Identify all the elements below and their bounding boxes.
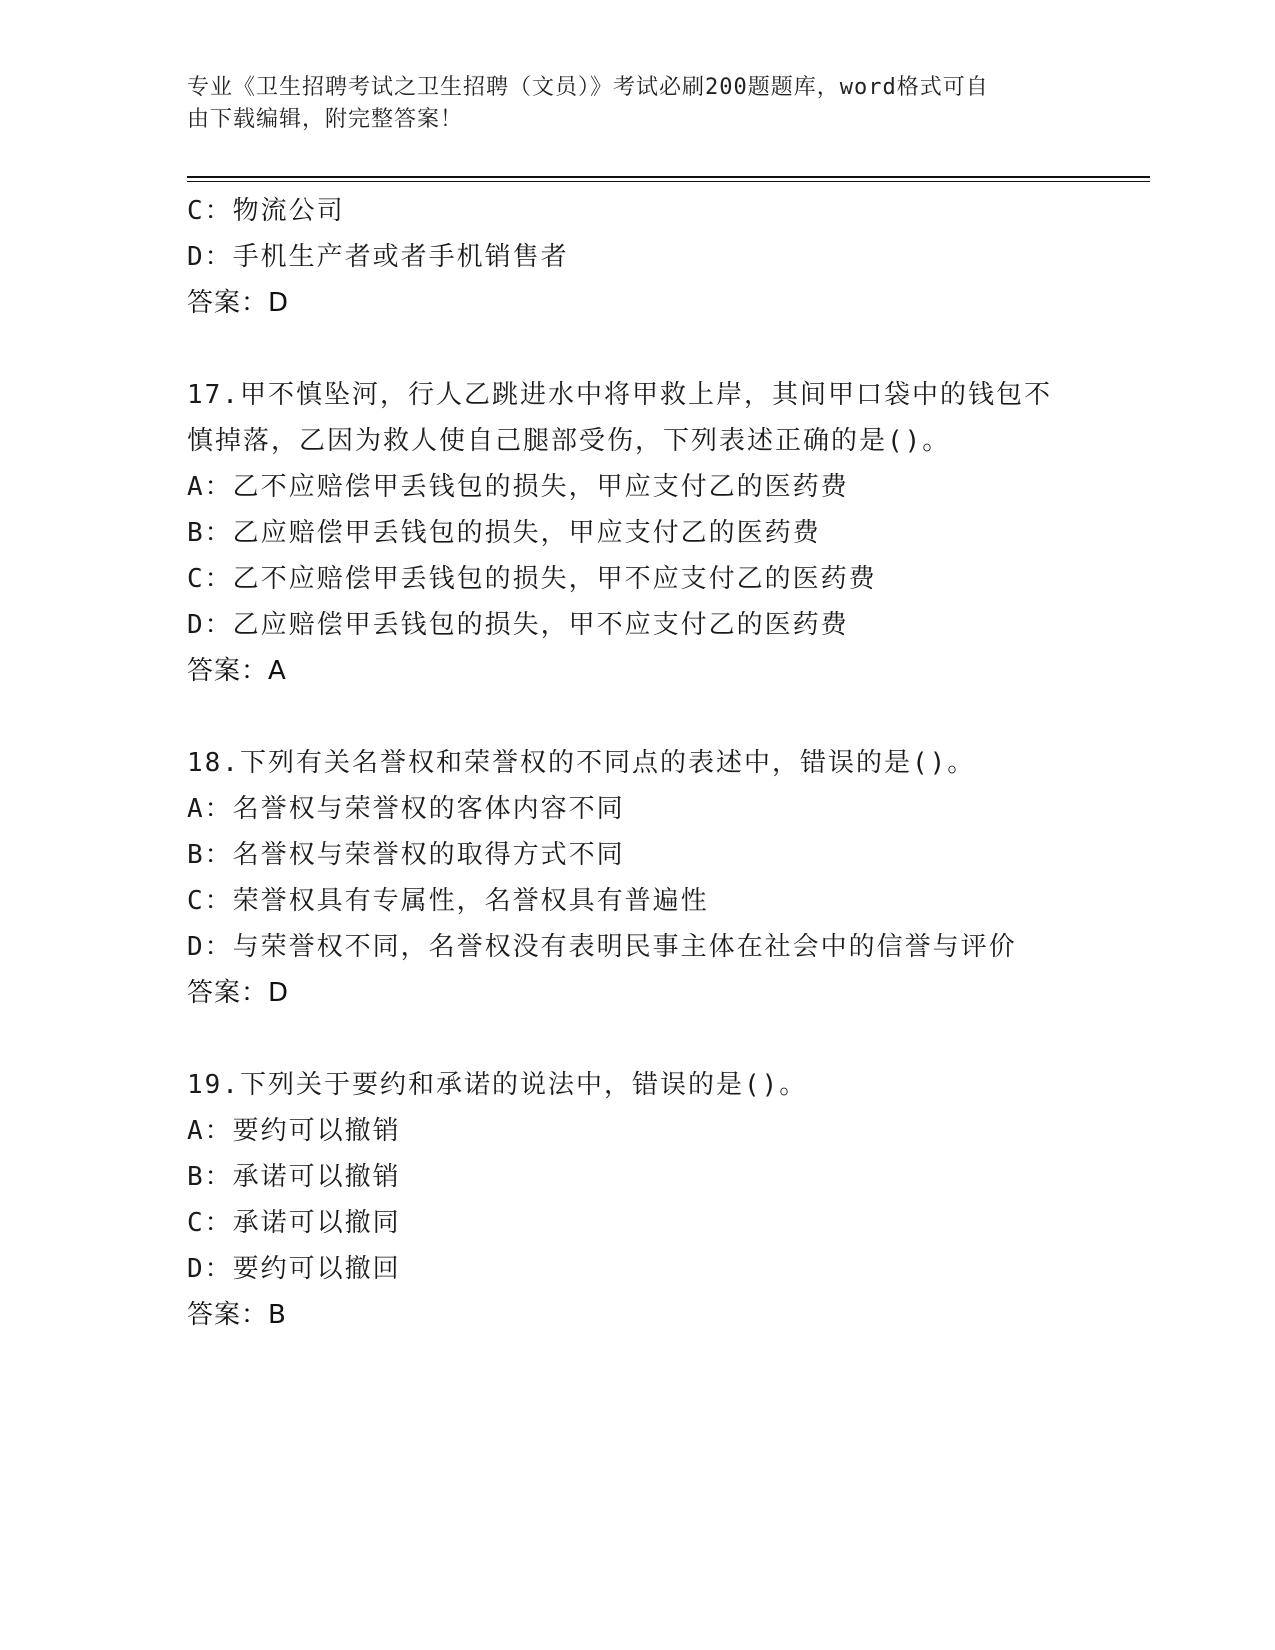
option-line: B：乙应赔偿甲丢钱包的损失，甲应支付乙的医药费 bbox=[187, 518, 821, 548]
option-line: D：要约可以撤回 bbox=[187, 1254, 401, 1284]
option-line: A：名誉权与荣誉权的客体内容不同 bbox=[187, 794, 625, 824]
header-divider-thick bbox=[187, 176, 1150, 178]
carryover-block bbox=[187, 188, 1147, 326]
question-stem: 慎掉落，乙因为救人使自己腿部受伤，下列表述正确的是()。 bbox=[187, 426, 951, 456]
option-line: C：乙不应赔偿甲丢钱包的损失，甲不应支付乙的医药费 bbox=[187, 564, 877, 594]
question-19 bbox=[187, 1062, 1147, 1338]
answer-line: 答案：D bbox=[187, 978, 290, 1008]
question-17 bbox=[187, 372, 1147, 694]
question-stem: 19.下列关于要约和承诺的说法中，错误的是()。 bbox=[187, 1070, 808, 1100]
option-line: A：要约可以撤销 bbox=[187, 1116, 401, 1146]
answer-line: 答案：D bbox=[187, 288, 290, 318]
option-line: C：荣誉权具有专属性，名誉权具有普遍性 bbox=[187, 886, 709, 916]
option-line: A：乙不应赔偿甲丢钱包的损失，甲应支付乙的医药费 bbox=[187, 472, 849, 502]
question-stem: 18.下列有关名誉权和荣誉权的不同点的表述中，错误的是()。 bbox=[187, 748, 976, 778]
answer-line: 答案：B bbox=[187, 1300, 287, 1330]
question-content bbox=[187, 188, 1147, 1338]
option-line: D：手机生产者或者手机销售者 bbox=[187, 242, 569, 272]
header-line-2: 由下载编辑，附完整答案！ bbox=[187, 107, 464, 132]
option-line: C：物流公司 bbox=[187, 196, 345, 226]
question-spacer bbox=[187, 326, 1147, 372]
option-line: B：名誉权与荣誉权的取得方式不同 bbox=[187, 840, 625, 870]
option-line: B：承诺可以撤销 bbox=[187, 1162, 401, 1192]
option-line: D：乙应赔偿甲丢钱包的损失，甲不应支付乙的医药费 bbox=[187, 610, 849, 640]
question-stem: 17.甲不慎坠河，行人乙跳进水中将甲救上岸，其间甲口袋中的钱包不 bbox=[187, 380, 1052, 410]
question-spacer bbox=[187, 1016, 1147, 1062]
question-spacer bbox=[187, 694, 1147, 740]
option-line: C：承诺可以撤同 bbox=[187, 1208, 401, 1238]
document-header bbox=[187, 72, 1067, 136]
option-line: D：与荣誉权不同，名誉权没有表明民事主体在社会中的信誉与评价 bbox=[187, 932, 1017, 962]
question-18 bbox=[187, 740, 1147, 1016]
header-divider-thin bbox=[187, 181, 1150, 182]
answer-line: 答案：A bbox=[187, 656, 287, 686]
header-line-1: 专业《卫生招聘考试之卫生招聘（文员）》考试必刷200题题库，word格式可自 bbox=[187, 75, 989, 100]
